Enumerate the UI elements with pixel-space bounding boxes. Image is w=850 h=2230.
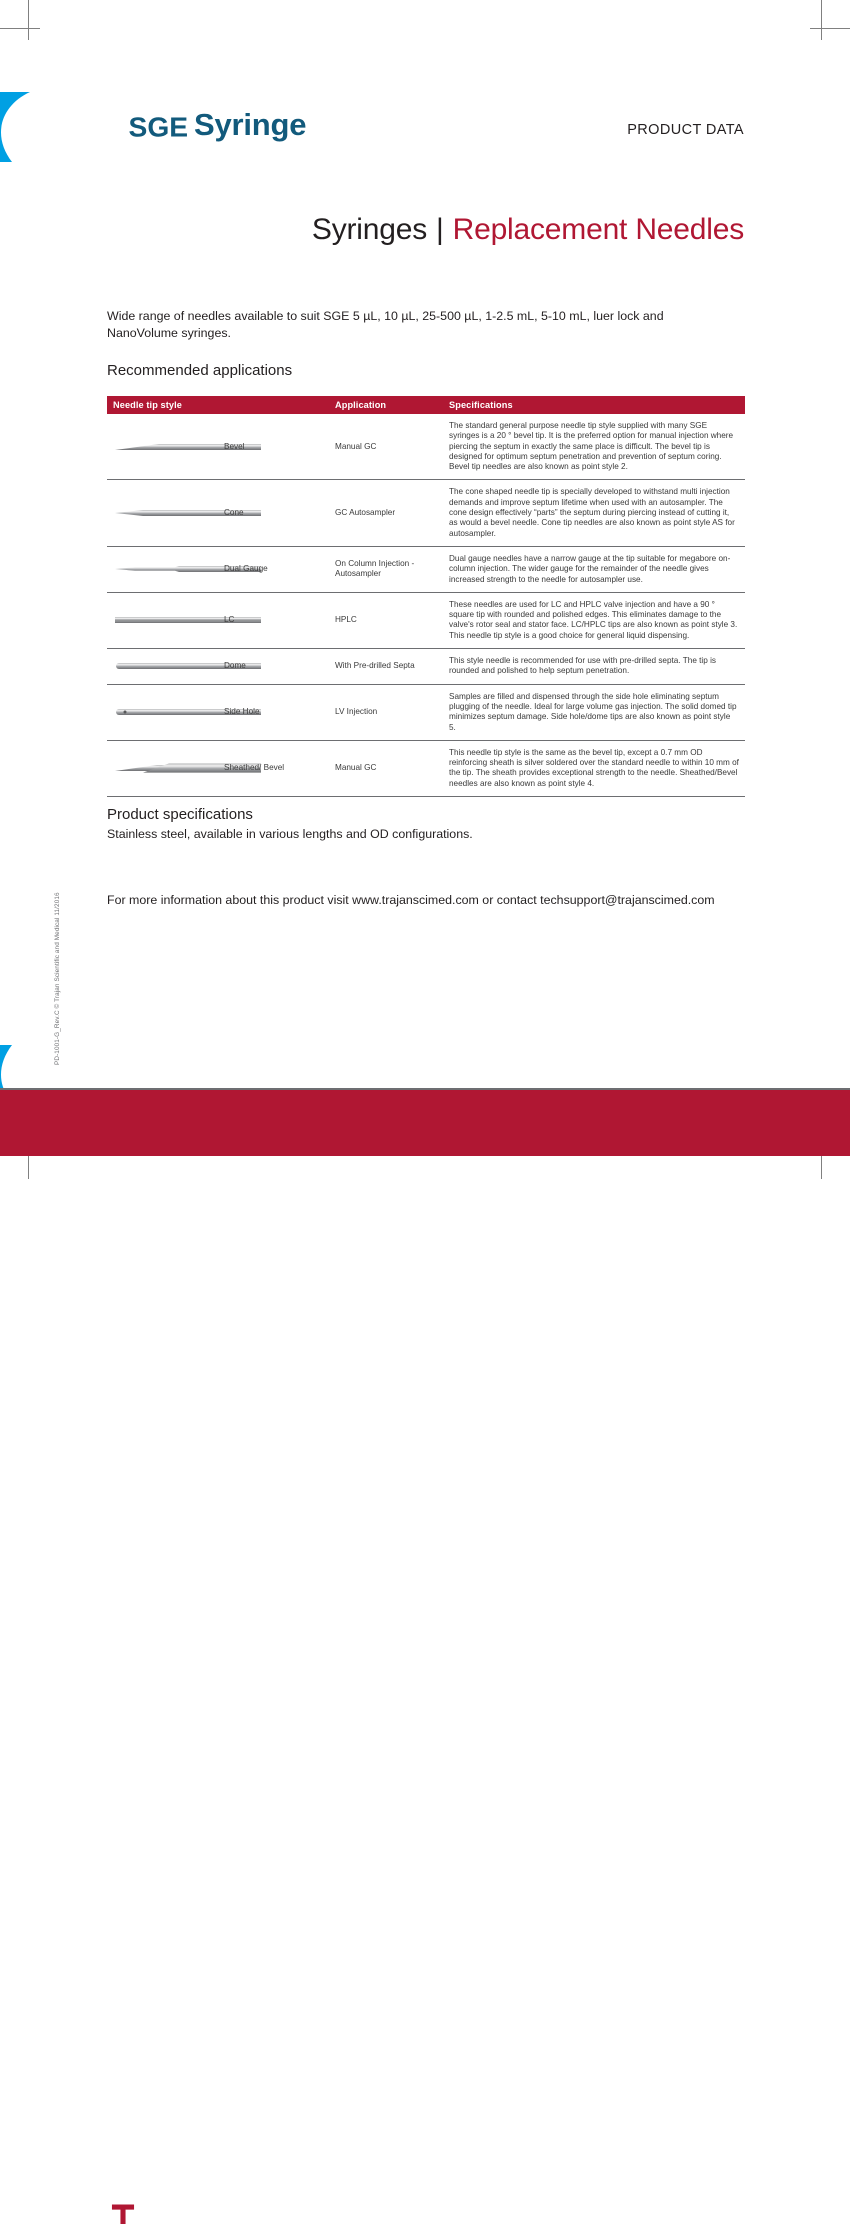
- needle-illustration-lc: [107, 592, 218, 648]
- specifications-body: Stainless steel, available in various lengths and OD configurations.: [107, 827, 473, 841]
- applications-heading: Recommended applications: [107, 362, 293, 379]
- crop-mark-top-right-horizontal: [810, 28, 850, 29]
- product-data-label: PRODUCT DATA: [627, 122, 744, 138]
- table-body: [107, 414, 745, 797]
- crop-mark-top-right-vertical: [821, 0, 822, 40]
- cell-application: With Pre-drilled Septa: [329, 649, 443, 685]
- cell-application: Manual GC: [329, 740, 443, 796]
- cell-needle-tip-style: Sheathed/ Bevel: [218, 740, 329, 796]
- footer-bar: [0, 1090, 850, 2228]
- cell-specification: Samples are filled and dispensed through the side hole eliminating septum plugging of the needle. Ideal for large volume gas injection. The solid domed tip minimizes septum damage. Side hole/dome tips are also known as point style 5.: [443, 684, 745, 740]
- cell-needle-tip-style: Cone: [218, 480, 329, 546]
- cell-specification: The cone shaped needle tip is specially developed to withstand multi injection demands and improve septum lifetime when used with an autosampler. The cone design effectively “parts” the septum during piercing instead of cutting it, as would a bevel needle. Cone tip needles are also known as point style AS for autosampler.: [443, 480, 745, 546]
- cell-application: LV Injection: [329, 684, 443, 740]
- contact-paragraph: For more information about this product visit www.trajanscimed.com or contact techsupport@trajanscimed.com: [107, 893, 715, 907]
- table-row: [107, 740, 745, 796]
- trajan-wordmark: TRAJAN: [141, 2197, 253, 2228]
- cell-needle-tip-style: LC: [218, 592, 329, 648]
- specifications-heading: Product specifications: [107, 806, 253, 823]
- page-title: [312, 213, 744, 247]
- cell-needle-tip-style: Dual Gauge: [218, 546, 329, 592]
- crop-mark-top-left-horizontal: [0, 28, 40, 29]
- column-header-needle-tip-style: Needle tip style: [107, 396, 329, 414]
- table-header-row: [107, 396, 745, 414]
- svg-text:SGE: SGE: [128, 110, 189, 143]
- page-title-separator: |: [436, 213, 444, 246]
- page-title-main: Syringes: [311, 213, 428, 246]
- needle-illustration-sheathed-bevel: [107, 740, 218, 796]
- table-row: [107, 480, 745, 546]
- sge-syringe-logo: [106, 78, 306, 172]
- sge-logo-wordmark: Syringe: [194, 107, 307, 142]
- needle-illustration-side-hole: [107, 684, 218, 740]
- needle-illustration-dual-gauge: [107, 546, 218, 592]
- cell-specification: These needles are used for LC and HPLC valve injection and have a 90 ° square tip with rounded and polished edges. This eliminates damage to the valve's rotor seal and stator face. LC/HPLC tips are also known as point style 3. This needle tip style is a good choice for general liquid dispensing.: [443, 592, 745, 648]
- cell-specification: This style needle is recommended for use with pre-drilled septa. The tip is rounded and polished to help septum penetration.: [443, 649, 745, 685]
- cell-needle-tip-style: Side Hole: [218, 684, 329, 740]
- cell-needle-tip-style: Bevel: [218, 414, 329, 480]
- cell-application: Manual GC: [329, 414, 443, 480]
- table-row: [107, 414, 745, 480]
- crop-mark-top-left-vertical: [28, 0, 29, 40]
- needle-illustration-bevel: [107, 414, 218, 480]
- applications-table: [107, 396, 745, 797]
- column-header-specifications: Specifications: [443, 396, 745, 414]
- cell-application: On Column Injection - Autosampler: [329, 546, 443, 592]
- table-head: [107, 396, 745, 414]
- table-row: [107, 684, 745, 740]
- page-title-accent: Replacement Needles: [452, 213, 744, 246]
- cell-application: GC Autosampler: [329, 480, 443, 546]
- footer-website-url[interactable]: www.trajanscimed.com: [583, 2205, 742, 2221]
- needle-illustration-cone: [107, 480, 218, 546]
- column-header-application: Application: [329, 396, 443, 414]
- trajan-logo: [106, 2196, 253, 2230]
- cell-specification: The standard general purpose needle tip style supplied with many SGE syringes is a 20 ° bevel tip. It is the preferred option for manual injection where piercing the septum in exactly the same place is difficult. The bevel tip is designed for optimum septum penetration and prevention of septum coring. Bevel tip needles are also known as point style 2.: [443, 414, 745, 480]
- sge-crescent-logo-icon: [106, 78, 200, 172]
- decorative-arc-top-left: [0, 92, 30, 162]
- cell-specification: Dual gauge needles have a narrow gauge at the tip suitable for megabore on-column injection. The wider gauge for the remainder of the needle gives increased strength to the needle for autosampler use.: [443, 546, 745, 592]
- cell-needle-tip-style: Dome: [218, 649, 329, 685]
- cell-specification: This needle tip style is the same as the bevel tip, except a 0.7 mm OD reinforcing sheath is silver soldered over the standard needle to within 10 mm of the tip. The sheath provides exceptional strength to the needle. Sheathed/Bevel needles are also known as point style 4.: [443, 740, 745, 796]
- cell-application: HPLC: [329, 592, 443, 648]
- trajan-t-logo-icon: [106, 2196, 140, 2230]
- table-row: [107, 546, 745, 592]
- table-row: [107, 592, 745, 648]
- intro-paragraph: Wide range of needles available to suit SGE 5 µL, 10 µL, 25-500 µL, 1-2.5 mL, 5-10 mL, luer lock and NanoVolume syringes.: [107, 309, 664, 340]
- needle-illustration-dome: [107, 649, 218, 685]
- document-code: PD-1001-G_Rev.C © Trajan Scientific and Medical 11/2016: [54, 892, 61, 1065]
- table-row: [107, 649, 745, 685]
- applications-table-wrapper: [107, 396, 745, 797]
